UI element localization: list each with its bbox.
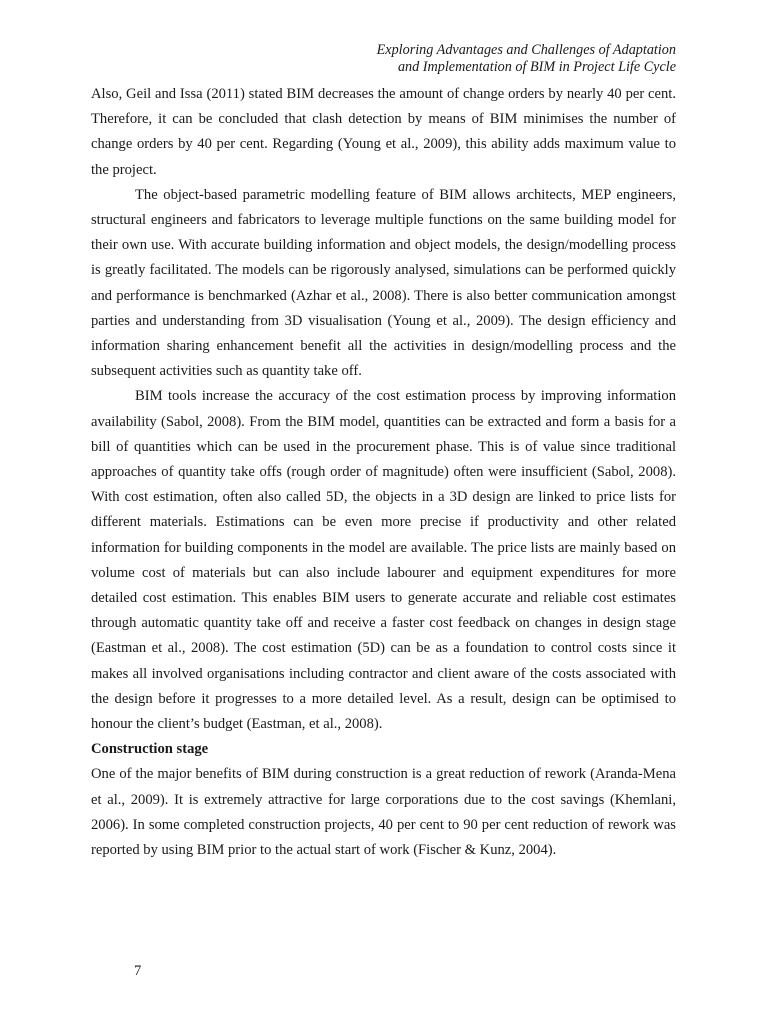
running-header-line-2: and Implementation of BIM in Project Life Cycle — [397, 59, 676, 75]
running-header-line-1: Exploring Advantages and Challenges of Adaptation — [376, 42, 676, 58]
page-number: 7 — [134, 963, 142, 979]
paragraph-construction-rework: One of the major benefits of BIM during construction is a great reduction of rework (Aranda-Mena et al., 2009). It is extremely attractive for large corporations due to the cost savings (Khemlani, 2006). In some completed construction projects, 40 per cent to 90 per cent reduction of rework was reported by using BIM prior to the actual start of work (Fischer & Kunz, 2004). — [91, 766, 676, 859]
running-header — [300, 42, 676, 76]
paragraph-cost-estimation: BIM tools increase the accuracy of the cost estimation process by improving information availability (Sabol, 2008). From the BIM model, quantities can be extracted and form a basis for a bill of quantities which can be used in the procurement phase. This is of value since traditional approaches of quantity take offs (rough order of magnitude) often were insufficient (Sabol, 2008). With cost estimation, often also called 5D, the objects in a 3D design are linked to price lists for different materials. Estimations can be even more precise if productivity and other related information for building components in the model are available. The price lists are mainly based on volume cost of materials but can also include labourer and equipment expenditures for more detailed cost estimation. This enables BIM users to generate accurate and reliable cost estimates through automatic quantity take off and receive a faster cost feedback on changes in design stage (Eastman et al., 2008). The cost estimation (5D) can be as a foundation to control costs since it makes all involved organisations including contractor and client aware of the costs associated with the design before it progresses to a more detailed level. As a result, design can be optimised to honour the client’s budget (Eastman, et al., 2008). — [91, 388, 676, 733]
section-heading-construction-stage: Construction stage — [91, 741, 209, 758]
paragraph-change-orders: Also, Geil and Issa (2011) stated BIM decreases the amount of change orders by nearly 40 per cent. Therefore, it can be concluded that clash detection by means of BIM minimises the number of change orders by 40 per cent. Regarding (Young et al., 2009), this ability adds maximum value to the project. — [91, 86, 676, 178]
body-text — [91, 82, 676, 863]
paragraph-parametric-modelling: The object-based parametric modelling feature of BIM allows architects, MEP engineers, structural engineers and fabricators to leverage multiple functions on the same building model for their own use. With accurate building information and object models, the design/modelling process is greatly facilitated. The models can be rigorously analysed, simulations can be performed quickly and performance is benchmarked (Azhar et al., 2008). There is also better communication amongst parties and understanding from 3D visualisation (Young et al., 2009). The design efficiency and information sharing enhancement benefit all the activities in design/modelling process and the subsequent activities such as quantity take off. — [91, 186, 676, 380]
